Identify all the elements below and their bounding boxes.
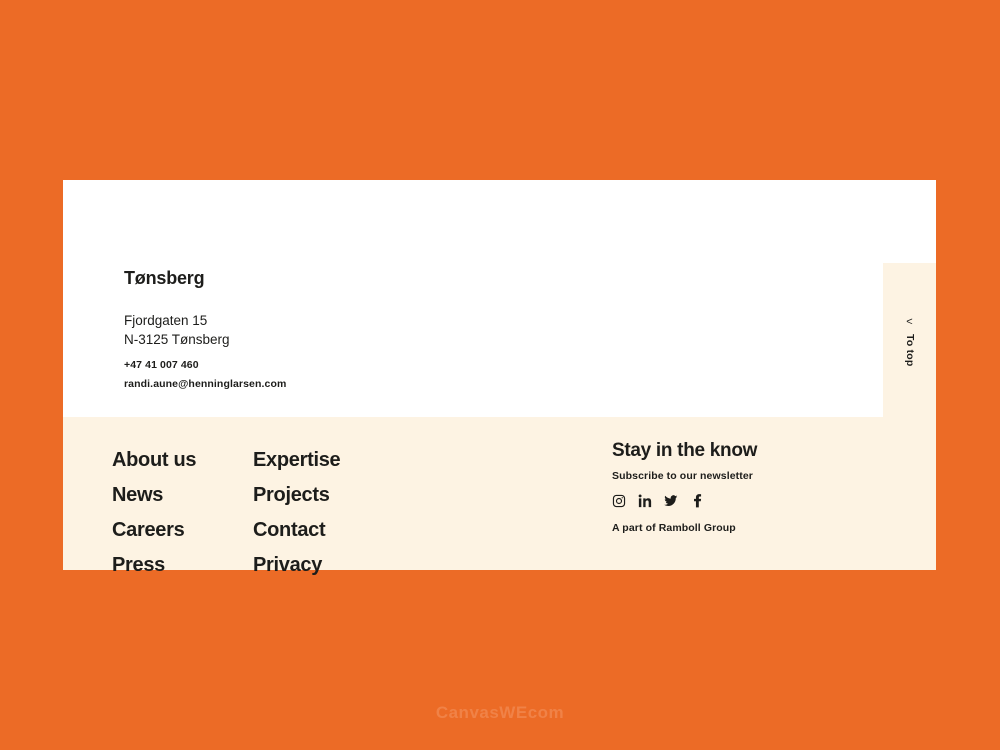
newsletter-subscribe-link[interactable]: Subscribe to our newsletter [612, 470, 753, 482]
page-card [63, 180, 936, 576]
nav-link-privacy[interactable]: Privacy [253, 554, 323, 576]
newsletter-title: Stay in the know [612, 440, 758, 461]
nav-link-press[interactable]: Press [112, 554, 165, 576]
social-links [612, 494, 892, 508]
site-footer [63, 417, 936, 576]
linkedin-icon[interactable] [638, 494, 652, 508]
nav-link-careers[interactable]: Careers [112, 519, 185, 541]
nav-link-projects[interactable]: Projects [253, 484, 330, 506]
footer-nav-column-1 [112, 443, 196, 583]
phone-link[interactable]: +47 41 007 460 [124, 359, 199, 371]
group-note: A part of Ramboll Group [612, 522, 736, 534]
footer-nav-column-2 [253, 443, 340, 583]
address-city: N-3125 Tønsberg [124, 332, 230, 347]
nav-link-about-us[interactable]: About us [112, 449, 197, 471]
watermark: CanvasWEcom [435, 703, 565, 722]
instagram-icon[interactable] [612, 494, 626, 508]
nav-link-news[interactable]: News [112, 484, 164, 506]
contact-block [124, 268, 604, 394]
nav-link-contact[interactable]: Contact [253, 519, 326, 541]
to-top-label: To top [903, 333, 916, 367]
contact-area [63, 180, 883, 417]
email-link[interactable]: randi.aune@henninglarsen.com [124, 378, 287, 390]
to-top-button[interactable] [883, 263, 936, 420]
chevron-up-icon: < [906, 315, 913, 328]
address-street: Fjordgaten 15 [124, 313, 208, 328]
nav-link-expertise[interactable]: Expertise [253, 449, 341, 471]
office-title: Tønsberg [124, 268, 205, 288]
twitter-icon[interactable] [664, 494, 678, 508]
newsletter-block [612, 440, 892, 534]
facebook-icon[interactable] [690, 494, 704, 508]
